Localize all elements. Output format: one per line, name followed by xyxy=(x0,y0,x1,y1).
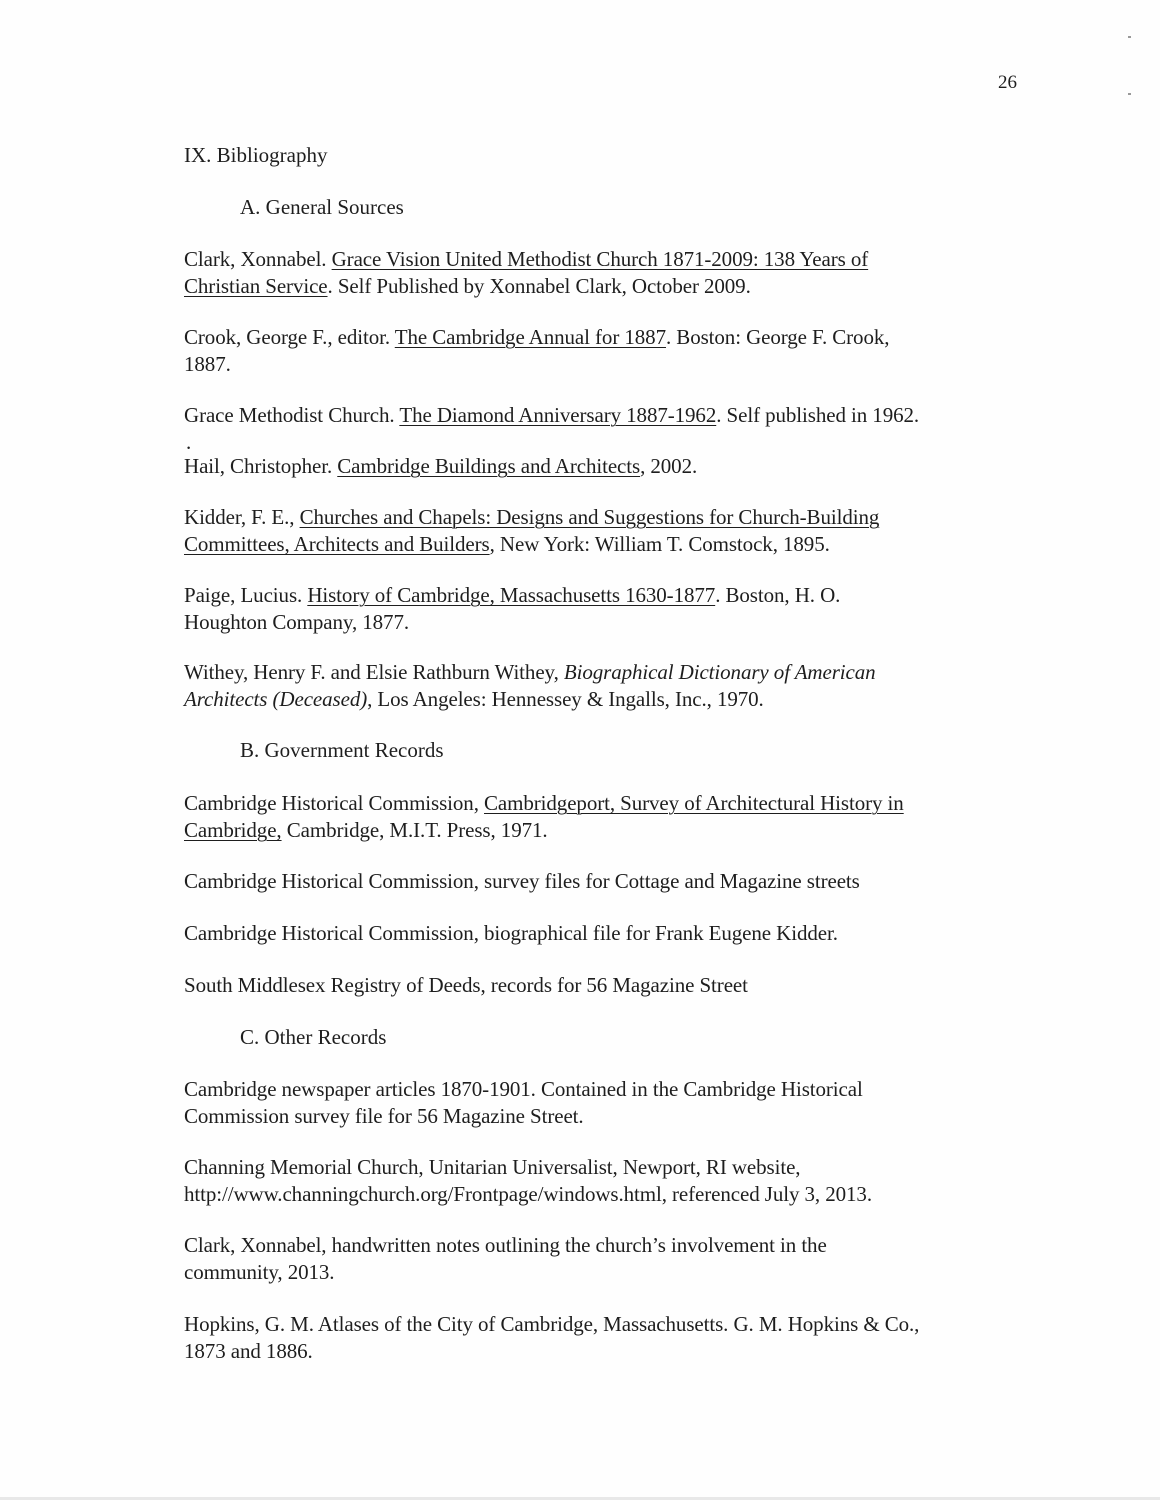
entry-line xyxy=(184,790,904,816)
entry-text: , Los Angeles: Hennessey & Ingalls, Inc., 1970. xyxy=(367,687,764,711)
entry-line xyxy=(184,1338,313,1364)
underlined-title: Christian Service xyxy=(184,274,328,298)
entry-line xyxy=(184,531,830,557)
entry-line xyxy=(184,1259,334,1285)
entry-text: Cambridge Historical Commission, xyxy=(184,791,485,815)
entry-line xyxy=(184,1311,919,1337)
underlined-title: History of Cambridge, Massachusetts 1630-1877 xyxy=(307,583,716,607)
entry-text: 1873 and 1886. xyxy=(184,1339,313,1363)
entry-line xyxy=(184,351,231,377)
entry-line xyxy=(184,1076,863,1102)
entry-text: South Middlesex Registry of Deeds, records for 56 Magazine Street xyxy=(184,973,748,997)
entry-text: . Self published in 1962. xyxy=(716,403,920,427)
underlined-title: The Cambridge Annual for 1887 xyxy=(394,325,666,349)
entry-line xyxy=(184,659,876,685)
entry-text: , 2002. xyxy=(640,454,698,478)
entry-text: Cambridge, M.I.T. Press, 1971. xyxy=(281,818,548,842)
entry-text: 1887. xyxy=(184,352,231,376)
entry-line xyxy=(184,453,697,479)
entry-text: Kidder, F. E., xyxy=(184,505,300,529)
underlined-title: Grace Vision United Methodist Church 1871-2009: 138 Years of xyxy=(331,247,869,271)
scan-speck xyxy=(1128,93,1131,95)
underlined-title: Committees, Architects and Builders xyxy=(184,532,490,556)
bibliography-title: IX. Bibliography xyxy=(184,143,328,167)
entry-text: Commission survey file for 56 Magazine Street. xyxy=(184,1104,584,1128)
entry-line xyxy=(184,920,838,946)
entry-line xyxy=(184,582,840,608)
entry-line xyxy=(184,1103,584,1129)
scan-speck xyxy=(1128,36,1131,38)
entry-text: . Boston: George F. Crook, xyxy=(665,325,890,349)
section-heading-general-sources: A. General Sources xyxy=(240,195,404,219)
entry-line xyxy=(184,246,868,272)
entry-text: Houghton Company, 1877. xyxy=(184,610,409,634)
entry-text: Cambridge Historical Commission, survey files for Cottage and Magazine streets xyxy=(184,869,860,893)
entry-text: Crook, George F., editor. xyxy=(184,325,395,349)
entry-text: Hopkins, G. M. Atlases of the City of Cambridge, Massachusetts. G. M. Hopkins & Co., xyxy=(184,1312,920,1336)
entry-text: Clark, Xonnabel, handwritten notes outlining the church’s involvement in the xyxy=(184,1233,827,1257)
italic-title: Biographical Dictionary of American xyxy=(563,660,876,684)
entry-line xyxy=(184,686,764,712)
entry-text: . Self Published by Xonnabel Clark, October 2009. xyxy=(327,274,751,298)
entry-line xyxy=(184,1154,800,1180)
entry-line xyxy=(184,972,748,998)
entry-line xyxy=(184,324,889,350)
underlined-title: The Diamond Anniversary 1887-1962 xyxy=(399,403,717,427)
entry-line xyxy=(184,817,548,843)
entry-text: Channing Memorial Church, Unitarian Universalist, Newport, RI website, xyxy=(184,1155,801,1179)
stray-period-mark: . xyxy=(186,430,192,454)
entry-line xyxy=(184,402,919,428)
section-heading-other-records: C. Other Records xyxy=(240,1025,387,1049)
entry-text: http://www.channingchurch.org/Frontpage/windows.html, referenced July 3, 2013. xyxy=(184,1182,872,1206)
entry-text: community, 2013. xyxy=(184,1260,335,1284)
entry-text: , New York: William T. Comstock, 1895. xyxy=(489,532,830,556)
underlined-title: Churches and Chapels: Designs and Suggestions for Church-Building xyxy=(299,505,880,529)
entry-text: Grace Methodist Church. xyxy=(184,403,400,427)
entry-text: Withey, Henry F. and Elsie Rathburn Withey, xyxy=(184,660,564,684)
entry-line xyxy=(184,504,879,530)
italic-title: Architects (Deceased) xyxy=(184,687,368,711)
entry-line xyxy=(184,273,751,299)
entry-text: Clark, Xonnabel. xyxy=(184,247,332,271)
entry-text: . Boston, H. O. xyxy=(715,583,841,607)
entry-text: Cambridge newspaper articles 1870-1901. Contained in the Cambridge Historical xyxy=(184,1077,863,1101)
section-heading-government-records: B. Government Records xyxy=(240,738,444,762)
entry-line xyxy=(184,1232,827,1258)
underlined-title: Cambridgeport, Survey of Architectural History in xyxy=(484,791,904,815)
underlined-title: Cambridge Buildings and Architects xyxy=(337,454,641,478)
page-number: 26 xyxy=(998,72,1017,93)
entry-text: Hail, Christopher. xyxy=(184,454,338,478)
entry-line xyxy=(184,1181,872,1207)
entry-text: Cambridge Historical Commission, biographical file for Frank Eugene Kidder. xyxy=(184,921,838,945)
entry-text: Paige, Lucius. xyxy=(184,583,308,607)
entry-line xyxy=(184,868,860,894)
entry-line xyxy=(184,609,409,635)
underlined-title: Cambridge, xyxy=(184,818,282,842)
